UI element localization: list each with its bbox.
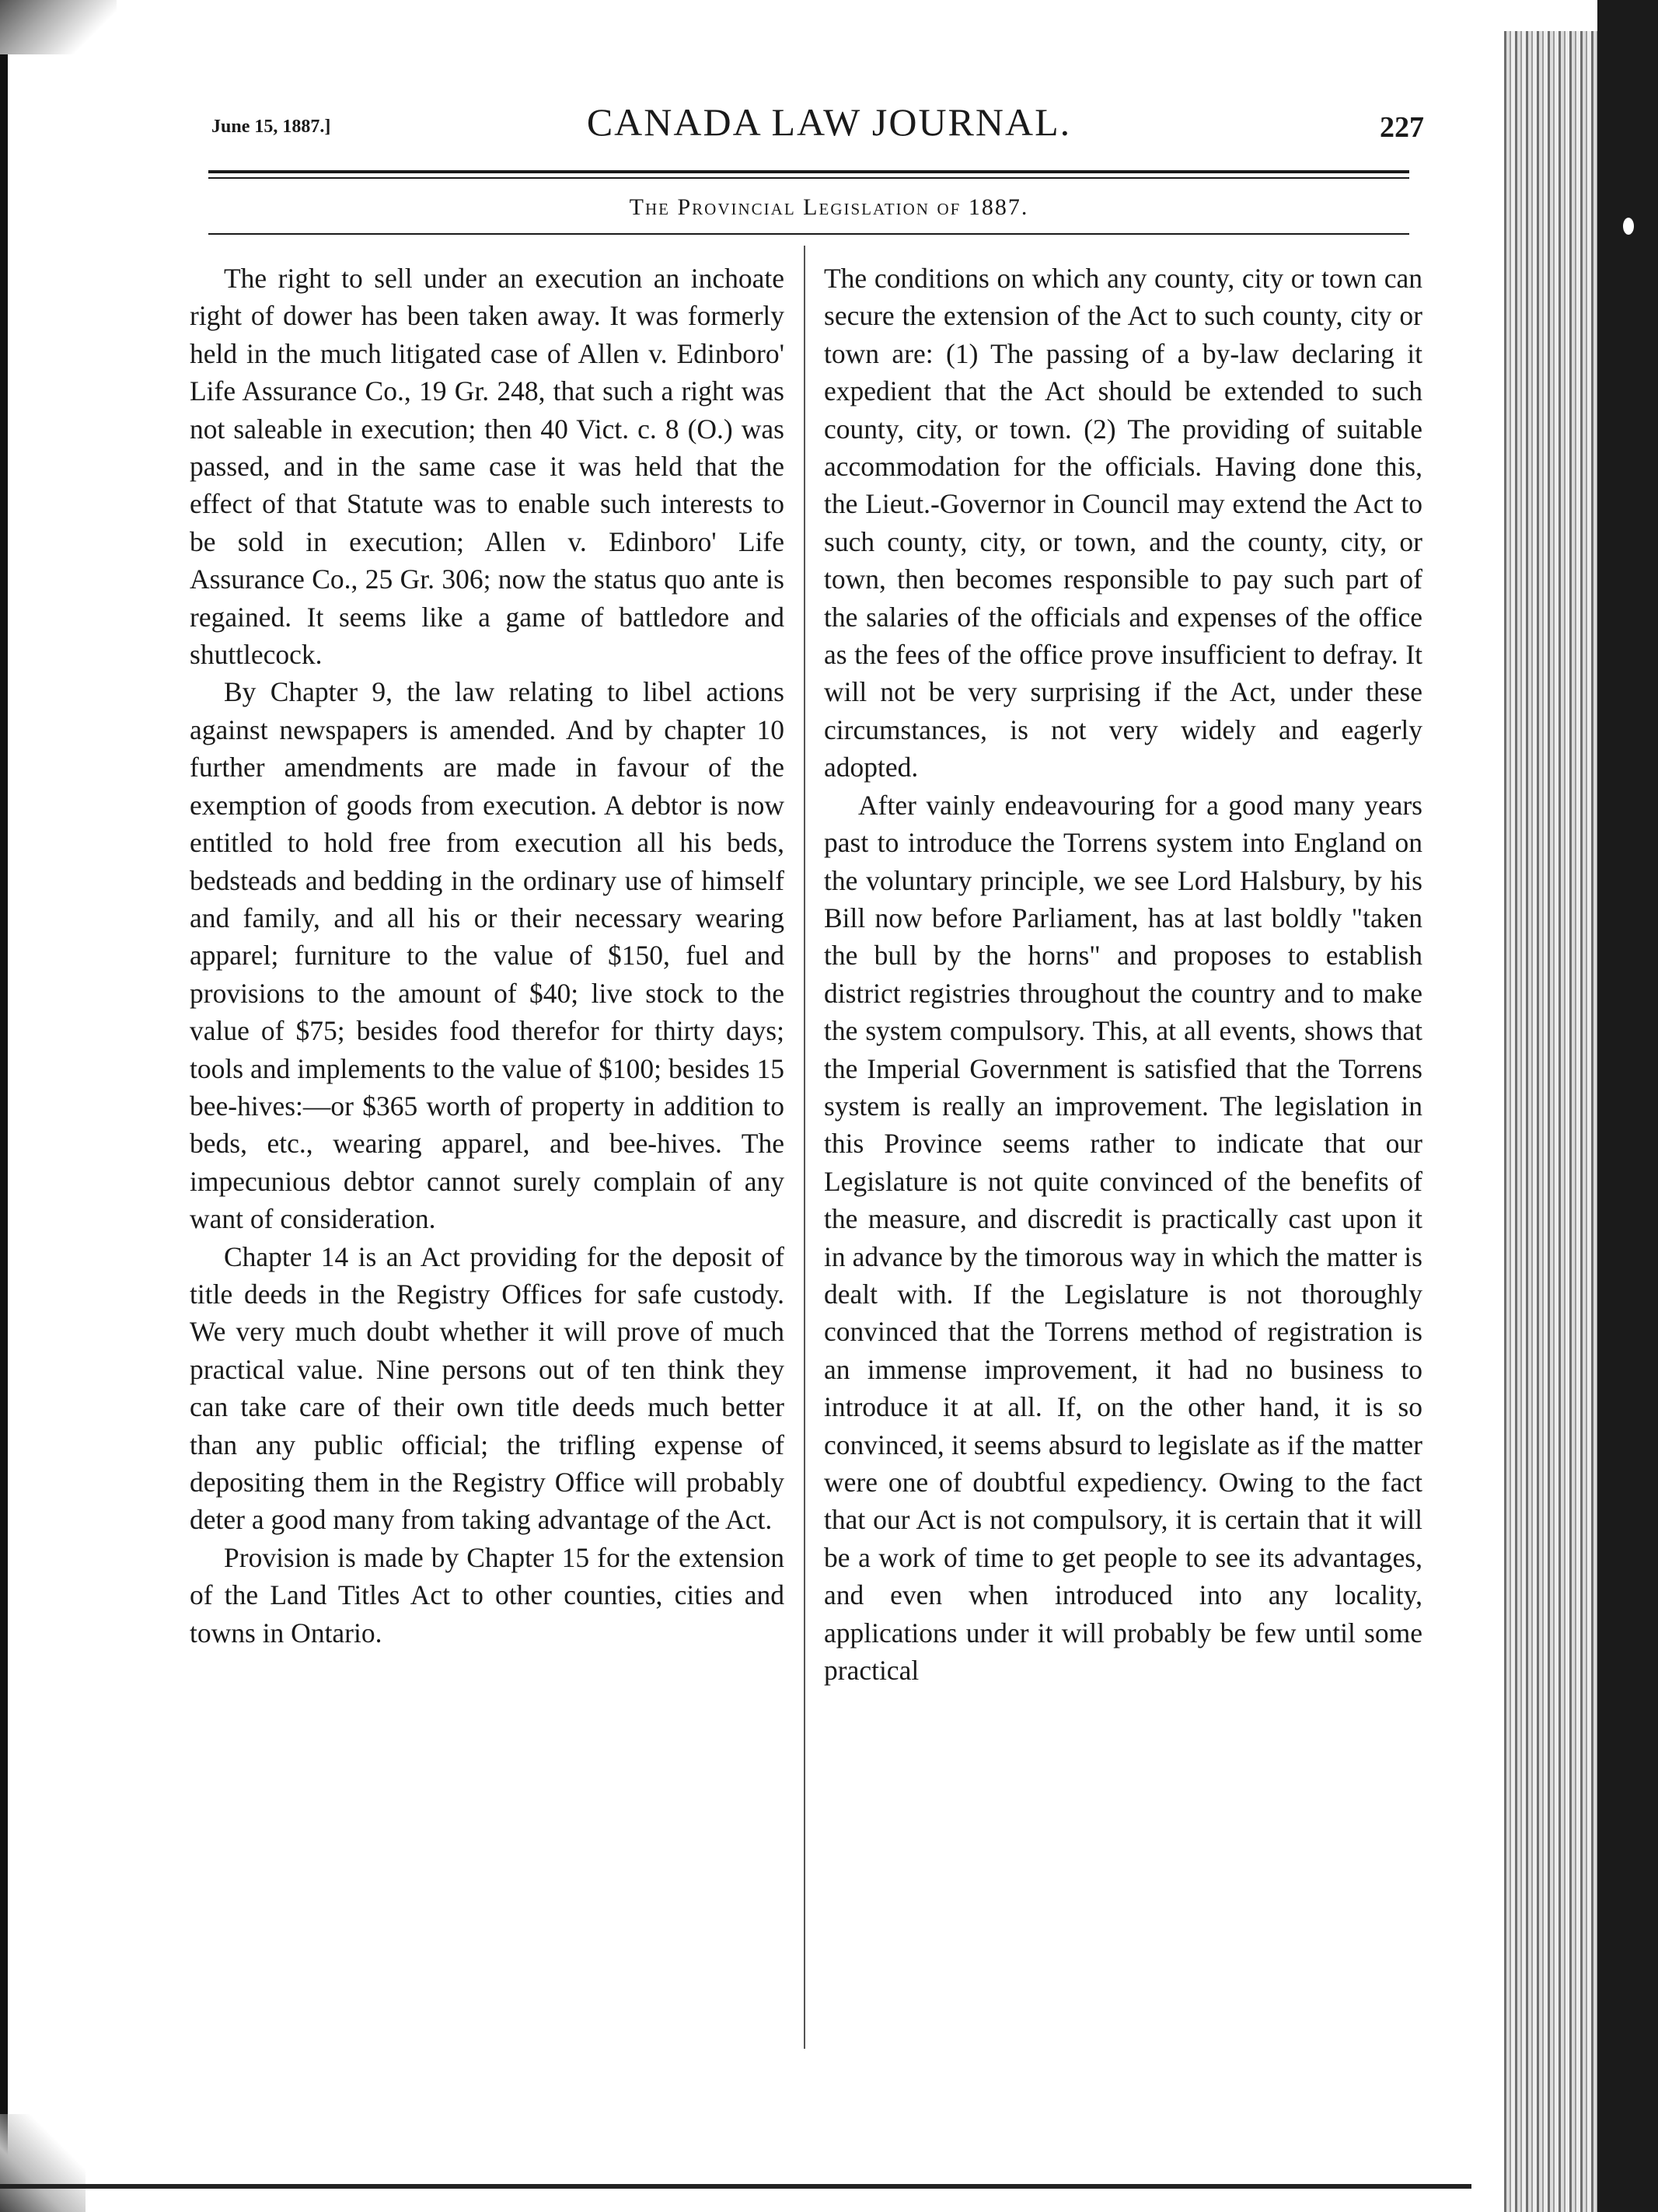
scan-top-left-smudge (0, 0, 117, 54)
left-column (190, 260, 784, 1652)
running-head (0, 99, 1658, 154)
paragraph-chapter-15: Provision is made by Chapter 15 for the extension of the Land Titles Act to other counties, cities and towns in Ontario. (190, 1541, 784, 1649)
paragraph-torrens: After vainly endeavouring for a good many years past to introduce the Torrens system into England on the voluntary principle, we see Lord Halsbury, by his Bill now before Parliament, has at last boldly "taken the bull by the horns" and proposes to establish district registries throughout the country and to make the system compulsory. This, at all events, shows that the Imperial Government is satisfied that the Torrens system is really an improvement. The legislation in this Province seems rather to indicate that our Legislature is not quite convinced of the benefits of the measure, and discredit is practically cast upon it in advance by the timorous way in which the matter is dealt with. If the Legislature is not thoroughly convinced that the Torrens method of registration is an immense improvement, it had no business to introduce it at all. If, on the other hand, it is so convinced, it seems absurd to legislate as if the matter were one of doubtful expediency. Owing to the fact that our Act is not compulsory, it is certain that it will be a work of time to get people to see its advantages, and even when introduced into any locality, applications under it will probably be few until some practical (824, 789, 1422, 1687)
section-heading: The Provincial Legislation of 1887. (629, 194, 1029, 220)
section-rule (208, 233, 1409, 235)
paragraph-chapter-9-10: By Chapter 9, the law relating to libel actions against newspapers is amended. And by chapter 10 further amendments are made in favour of the exemption of goods from execution. A debtor is now entitled to hold free from execution all his beds, bedsteads and bedding in the ordinary use of himself and family, and all his or their necessary wearing apparel; furniture to the value of $150, fuel and provisions to the amount of $40; live stock to the value of $75; besides food therefor for thirty days; tools and implements to the value of $100; besides 15 bee-hives:—or $365 worth of property in addition to beds, etc., wearing apparel, and bee-hives. The impecunious debtor cannot surely complain of any want of consideration. (190, 676, 784, 1235)
paragraph-conditions: The conditions on which any county, city or town can secure the extension of the Act to such county, city or town are: (1) The passing of a by-law declaring it expedient that the Act should be extended to such county, city, or town. (2) The providing of suitable accommodation for the officials. Having done this, the Lieut.-Governor in Council may extend the Act to such county, city, or town, and the county, city, or town, then becomes responsible to pay such part of the salaries of the officials and expenses of the office as the fees of the office prove insufficient to defray. It will not be very surprising if the Act, under these circumstances, is not very widely and eagerly adopted. (824, 263, 1422, 783)
paragraph-dower: The right to sell under an execution an inchoate right of dower has been taken away. It was formerly held in the much litigated case of Allen v. Edinboro' Life Assurance Co., 19 Gr. 248, that such a right was not saleable in execution; then 40 Vict. c. 8 (O.) was passed, and in the same case it was held that the effect of that Statute was to enable such interests to be sold in execution; Allen v. Edinboro' Life Assurance Co., 25 Gr. 306; now the status quo ante is regained. It seems like a game of battledore and shuttlecock. (190, 263, 784, 671)
header-rule-thin (208, 177, 1409, 179)
paragraph-chapter-14: Chapter 14 is an Act providing for the deposit of title deeds in the Registry Offices for safe custody. We very much doubt whether it will prove of much practical value. Nine persons out of ten think they can take care of their own title deeds much better than any public official; the trifling expense of depositing them in the Registry Office will probably deter a good many from taking advantage of the Act. (190, 1240, 784, 1536)
scan-right-edge (1597, 0, 1658, 2212)
column-divider (804, 246, 805, 2049)
header-rule-thick (208, 170, 1409, 173)
journal-title: CANADA LAW JOURNAL. (586, 100, 1072, 144)
scan-bottom-edge (0, 2184, 1471, 2189)
page-number: 227 (1380, 111, 1424, 144)
right-column (824, 260, 1422, 1689)
scan-left-edge (0, 0, 8, 2212)
scan-bottom-left-smudge (0, 2114, 86, 2212)
issue-date: June 15, 1887.] (211, 117, 331, 137)
